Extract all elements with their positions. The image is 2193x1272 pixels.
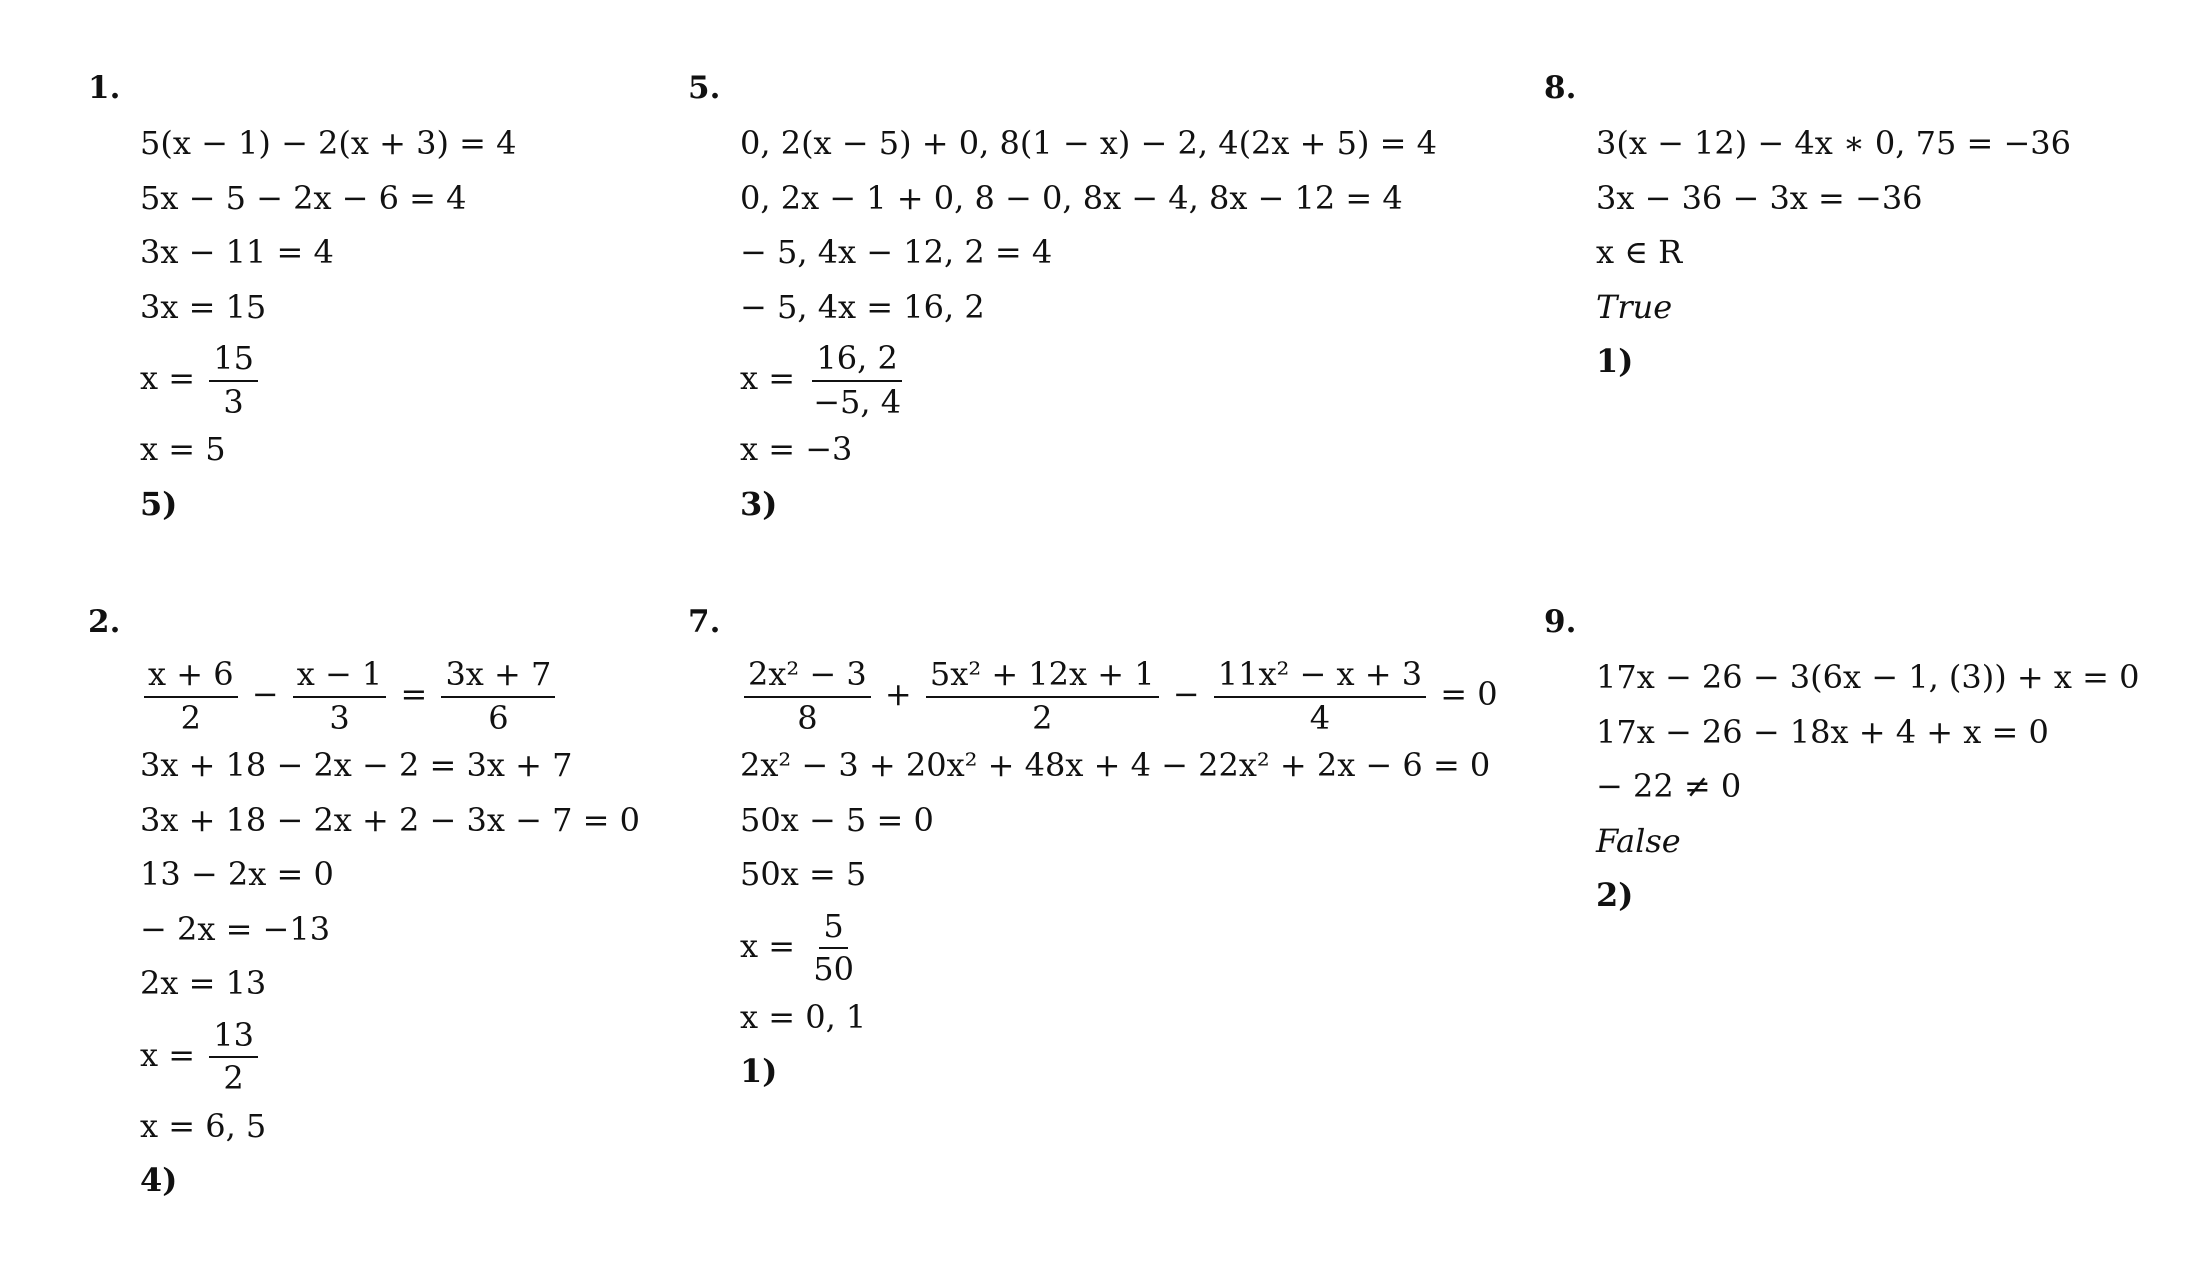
fraction-numerator: x + 6 (144, 657, 238, 697)
fraction-denominator: 2 (1032, 698, 1053, 737)
fraction (209, 341, 258, 419)
problem-number: 1. (88, 70, 121, 106)
fraction-lhs: x = (740, 359, 796, 397)
fraction-numerator: 2x² − 3 (744, 657, 871, 697)
operator: − (251, 675, 279, 713)
fraction-denominator: 2 (180, 698, 201, 737)
fraction-numerator: 13 (209, 1018, 258, 1058)
equation-rhs: = 0 (1440, 675, 1498, 713)
step-line: 0, 2(x − 5) + 0, 8(1 − x) − 2, 4(2x + 5) = 4 (740, 124, 1437, 162)
fraction (809, 341, 905, 419)
fraction-denominator: 3 (329, 698, 350, 737)
problem-number: 7. (688, 604, 721, 640)
step-line: x = −3 (740, 430, 853, 468)
fraction-denominator: 2 (223, 1059, 244, 1097)
step-line: 5(x − 1) − 2(x + 3) = 4 (140, 124, 517, 162)
step-line: 17x − 26 − 18x + 4 + x = 0 (1596, 712, 2049, 751)
problem-number: 2. (88, 604, 121, 640)
solution-steps (140, 116, 516, 531)
step-line: 3x + 18 − 2x + 2 − 3x − 7 = 0 (140, 800, 640, 839)
fraction (209, 1015, 258, 1097)
step-line: − 5, 4x = 16, 2 (740, 287, 985, 326)
problem-number: 5. (688, 70, 721, 106)
solution-steps (1596, 650, 2139, 923)
step-line: 2x = 13 (140, 964, 267, 1002)
solution-steps (1596, 116, 2071, 389)
operator: + (884, 675, 912, 713)
solution-steps (740, 116, 1437, 531)
fraction-numerator: 3x + 7 (441, 657, 555, 697)
step-line: x = 6, 5 (140, 1106, 267, 1145)
answer-choice: 3) (740, 484, 778, 523)
answer-choice: 1) (1596, 342, 1634, 380)
answer-choice: 2) (1596, 876, 1634, 914)
fraction (441, 657, 555, 735)
fraction-lhs: x = (140, 359, 196, 397)
step-line: False (1596, 821, 1681, 860)
step-line-fraction (140, 334, 516, 422)
step-line-fraction (740, 902, 1498, 990)
fraction-denominator: 4 (1309, 698, 1331, 737)
step-line: 2x² − 3 + 20x² + 48x + 4 − 22x² + 2x − 6 = 0 (740, 746, 1491, 784)
fraction-lhs: x = (740, 926, 796, 965)
step-line: 5x − 5 − 2x − 6 = 4 (140, 178, 467, 217)
step-line: x = 0, 1 (740, 997, 867, 1036)
fraction-numerator: 15 (209, 341, 258, 381)
step-line: 50x − 5 = 0 (740, 800, 934, 839)
step-line-fraction (140, 1011, 640, 1099)
answer-choice: 4) (140, 1161, 178, 1199)
fraction (744, 657, 871, 735)
step-line: 0, 2x − 1 + 0, 8 − 0, 8x − 4, 8x − 12 = 4 (740, 178, 1403, 217)
step-line-fractions (740, 650, 1498, 738)
fraction-denominator: 8 (797, 698, 818, 737)
fraction-numerator: 5x² + 12x + 1 (926, 657, 1159, 697)
fraction-numerator: 11x² − x + 3 (1214, 657, 1426, 697)
step-line: x = 5 (140, 430, 226, 468)
fraction-numerator: 5 (819, 909, 847, 949)
fraction-lhs: x = (140, 1035, 196, 1074)
step-line: − 2x = −13 (140, 909, 331, 948)
step-line: 3x − 11 = 4 (140, 233, 334, 271)
fraction-denominator: −5, 4 (813, 382, 902, 421)
step-line: True (1596, 287, 1673, 326)
step-line-fraction (740, 334, 1437, 422)
step-line: 3x + 18 − 2x − 2 = 3x + 7 (140, 746, 573, 784)
fraction (809, 906, 858, 988)
problem-number: 9. (1544, 604, 1577, 640)
fraction-numerator: x − 1 (293, 657, 387, 697)
step-line: 3x − 36 − 3x = −36 (1596, 178, 1923, 217)
answer-choice: 5) (140, 484, 178, 523)
step-line: 3(x − 12) − 4x ∗ 0, 75 = −36 (1596, 124, 2072, 162)
step-line-fractions (140, 650, 640, 738)
step-line: − 5, 4x − 12, 2 = 4 (740, 233, 1053, 271)
fraction-denominator: 3 (223, 382, 244, 421)
fraction (926, 657, 1159, 735)
problem-number: 8. (1544, 70, 1577, 106)
step-line: 13 − 2x = 0 (140, 855, 334, 893)
step-line: 17x − 26 − 3(6x − 1, (3)) + x = 0 (1596, 658, 2140, 696)
solution-steps (740, 650, 1498, 1099)
fraction-denominator: 50 (813, 950, 854, 988)
fraction-numerator: 16, 2 (812, 341, 901, 381)
fraction-denominator: 6 (488, 698, 509, 737)
solution-steps (140, 650, 640, 1208)
fraction (144, 657, 238, 735)
step-line: 50x = 5 (740, 855, 867, 893)
step-line: x ∈ R (1596, 233, 1683, 271)
step-line: 3x = 15 (140, 287, 267, 326)
operator: = (400, 675, 428, 713)
operator: − (1172, 675, 1200, 713)
step-line: − 22 ≠ 0 (1596, 767, 1742, 805)
fraction (1214, 657, 1426, 735)
fraction (293, 657, 387, 735)
answer-choice: 1) (740, 1052, 778, 1090)
